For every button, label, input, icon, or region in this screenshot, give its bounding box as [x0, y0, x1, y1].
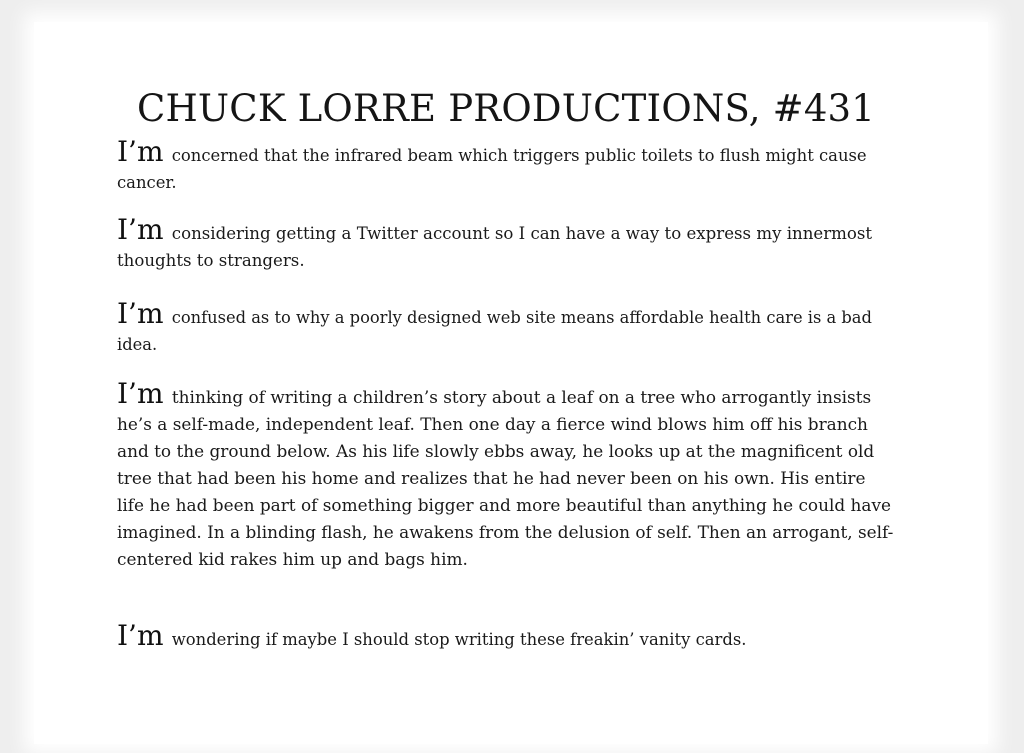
paragraph-2 [117, 213, 897, 274]
paragraph-text: considering getting a Twitter account so I can have a way to express my innermost thoughts to strangers. [117, 224, 873, 270]
paragraph-lead: I’m [117, 619, 164, 652]
paragraph-text: wondering if maybe I should stop writing these freakin’ vanity cards. [171, 630, 747, 649]
paragraph-text: concerned that the infrared beam which triggers public toilets to flush might cause cancer. [117, 146, 867, 192]
paragraph-lead: I’m [117, 135, 164, 168]
paragraph-text: confused as to why a poorly designed web site means affordable health care is a bad idea. [117, 308, 872, 354]
paragraph-lead: I’m [117, 213, 164, 246]
paragraph-lead: I’m [117, 297, 164, 330]
paragraph-lead: I’m [117, 377, 164, 410]
card-title: CHUCK LORRE PRODUCTIONS, #431 [136, 87, 876, 130]
paragraph-3 [117, 297, 897, 358]
paragraph-4 [117, 377, 897, 573]
paragraph-5 [117, 619, 897, 653]
paragraph-1 [117, 135, 897, 196]
paragraph-text: thinking of writing a children’s story about a leaf on a tree who arrogantly insists he’s a self-made, independent leaf. Then one day a fierce wind blows him off his branch and to the ground below. As his life slowly ebbs away, he looks up at the magnificent old tree that had been his home and realizes that he had never been on his own. His entire life he had been part of something bigger and more beautiful than anything he could have imagined. In a blinding flash, he awakens from the delusion of self. Then an arrogant, self-centered kid rakes him up and bags him. [117, 387, 894, 569]
